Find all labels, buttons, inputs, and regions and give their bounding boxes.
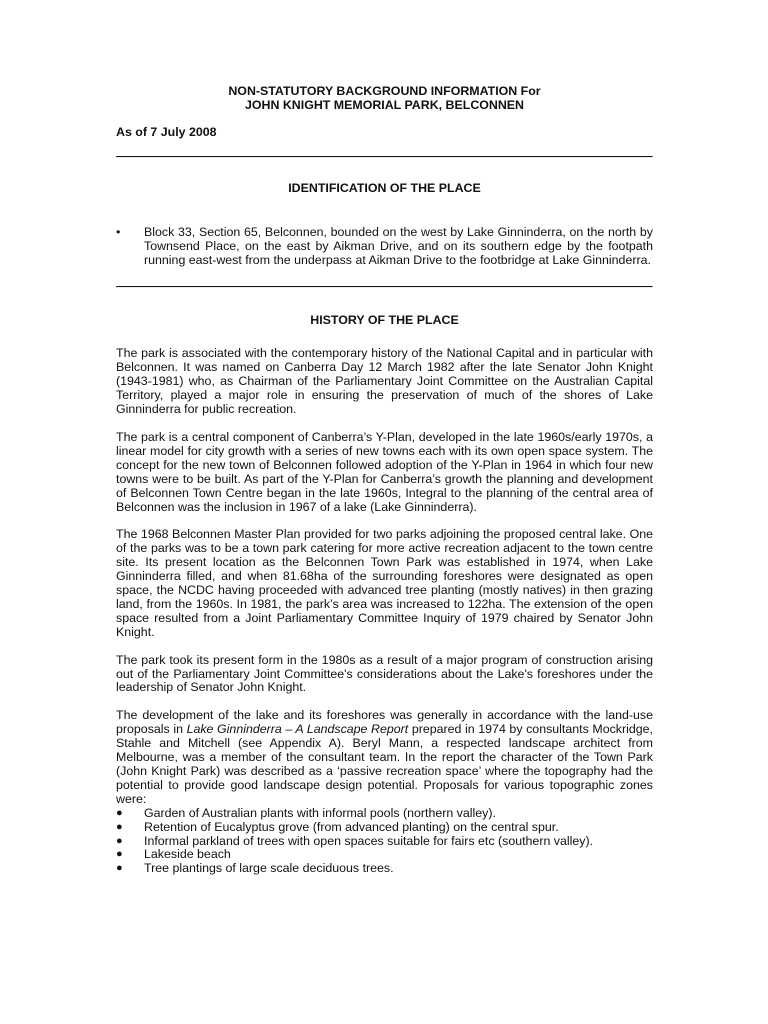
list-item [116, 848, 653, 862]
identification-text: Block 33, Section 65, Belconnen, bounded on the west by Lake Ginninderra, on the north by Townsend Place, on the east by Aikman Drive, and on its southern edge by the footpath running east-west from the underpass at Aikman Drive to the footbridge at Lake Ginninderra. [144, 224, 653, 267]
topographic-zones-list [116, 807, 653, 877]
paragraph-text: prepared in 1974 by consultants Mockridge, Stahle and Mitchell (see Appendix A). Beryl Mann, a respected landscape architect from Melbourne, was a member of the consultant team. In the report the character of the Town Park (John Knight Park) was described as a ‘passive recreation space’ where the topography had the potential to provide good landscape design potential. Proposals for various topographic zones were: [116, 722, 653, 806]
history-paragraph: The 1968 Belconnen Master Plan provided for two parks adjoining the proposed central lake. One of the parks was to be a town park catering for more active recreation adjacent to the town centre site. Its present location as the Belconnen Town Park was established in 1974, when Lake Ginninderra filled, and when 81.68ha of the surrounding foreshores were designated as open space, the NCDC having proceeded with advanced tree planting (mostly natives) in then grazing land, from the 1960s. In 1981, the park’s area was increased to 122ha. The extension of the open space resulted from a Joint Parliamentary Committee Inquiry of 1979 chaired by Senator John Knight. [116, 527, 653, 639]
list-item-text: Informal parkland of trees with open spaces suitable for fairs etc (southern valley). [144, 833, 594, 848]
bullet-icon: ● [116, 820, 123, 833]
document-page [116, 84, 653, 876]
list-item-text: Retention of Eucalyptus grove (from advanced planting) on the central spur. [144, 819, 559, 834]
list-item-text: Tree plantings of large scale deciduous trees. [144, 861, 394, 876]
history-paragraph-landscape-report [116, 709, 653, 806]
list-item [116, 807, 653, 821]
document-title [116, 84, 653, 112]
history-heading: HISTORY OF THE PLACE [310, 312, 459, 327]
history-paragraph: The park is a central component of Canberra’s Y-Plan, developed in the late 1960s/early 1970s, a linear model for city growth with a series of new towns each with its own open space system. The concept for the new town of Belconnen followed adoption of the Y-Plan in 1964 in which four new towns were to be built. As part of the Y-Plan for Canberra’s growth the planning and development of Belconnen Town Centre began in the late 1960s, Integral to the planning of the central area of Belconnen was the inclusion in 1967 of a lake (Lake Ginninderra). [116, 429, 653, 514]
report-title: Lake Ginninderra – A Landscape Report [186, 722, 409, 737]
identification-bullet [116, 226, 653, 268]
title-line-1: NON-STATUTORY BACKGROUND INFORMATION For [228, 84, 541, 98]
list-item-text: Garden of Australian plants with informal pools (northern valley). [144, 805, 496, 820]
bullet-icon: ● [116, 862, 123, 875]
section-divider [116, 156, 653, 158]
section-divider [116, 286, 653, 288]
list-item [116, 862, 653, 876]
history-paragraph: The park is associated with the contemporary history of the National Capital and in particular with Belconnen. It was named on Canberra Day 12 March 1982 after the late Senator John Knight (1943-1981) who, as Chairman of the Parliamentary Joint Committee on the Australian Capital Territory, played a major role in ensuring the preservation of much of the shores of Lake Ginninderra for public recreation. [116, 346, 653, 417]
list-item-text: Lakeside beach [144, 847, 231, 862]
document-date: As of 7 July 2008 [116, 125, 217, 139]
list-item [116, 821, 653, 835]
title-line-2: JOHN KNIGHT MEMORIAL PARK, BELCONNEN [244, 98, 525, 112]
list-item [116, 835, 653, 849]
bullet-icon: ● [116, 848, 123, 861]
bullet-icon: ● [116, 834, 123, 847]
bullet-icon: ● [116, 806, 123, 819]
history-paragraph: The park took its present form in the 1980s as a result of a major program of construction arising out of the Parliamentary Joint Committee's considerations about the Lake's foreshores under the leadership of Senator John Knight. [116, 652, 653, 695]
identification-heading: IDENTIFICATION OF THE PLACE [288, 180, 481, 195]
bullet-icon: • [116, 224, 121, 239]
paragraph-text: The development of the lake and its foreshores was generally in accordance with the land-use proposals in [116, 708, 653, 737]
